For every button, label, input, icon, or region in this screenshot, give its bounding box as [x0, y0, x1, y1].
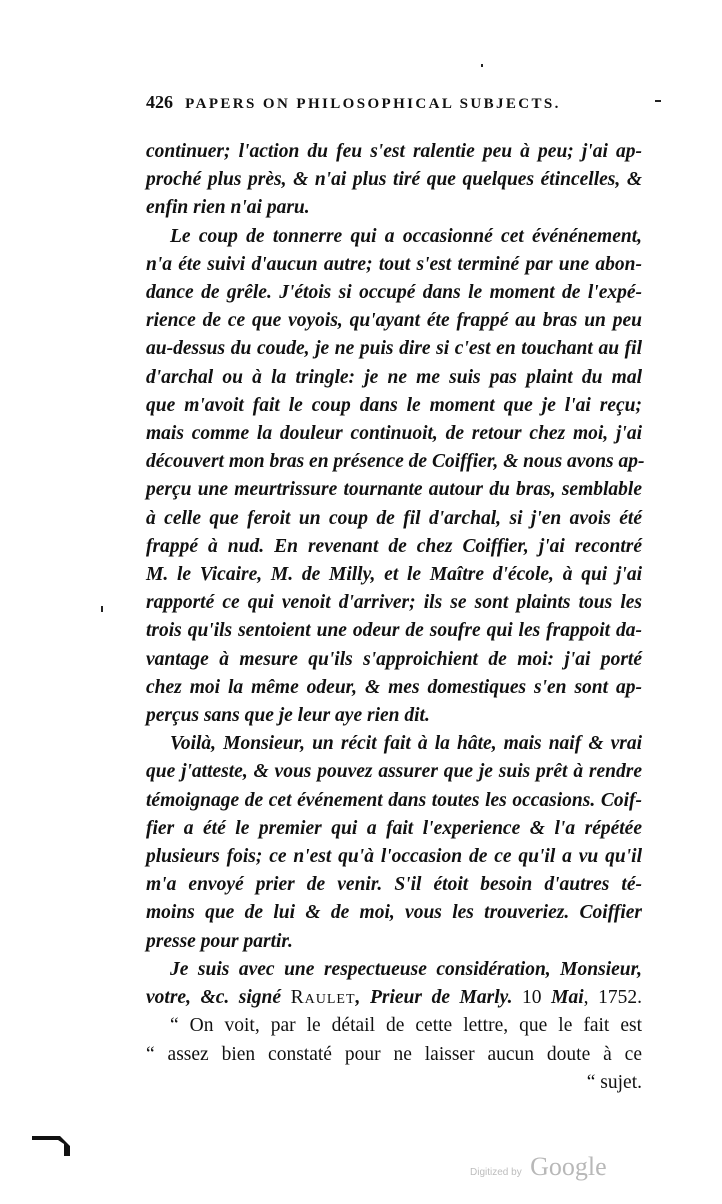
text-line [146, 1012, 642, 1040]
text-line [146, 561, 642, 589]
page-number: 426 [146, 92, 173, 112]
text-run: rience de ce que voyois, qu'ayant éte frappé au bras un peu [146, 310, 642, 332]
text-line [146, 758, 642, 786]
text-run: plusieurs fois; ce n'est qu'à l'occasion de ce qu'il a vu qu'il [146, 846, 642, 868]
text-line [146, 448, 645, 476]
text-line [146, 364, 642, 392]
text-line [146, 420, 642, 448]
text-line [146, 1041, 642, 1069]
text-run: m'a envoyé prier de venir. S'il étoit besoin d'autres té- [146, 874, 642, 896]
text-run: au-dessus du coude, je ne puis dire si c'est en touchant au fil [146, 338, 642, 360]
text-run: enfin rien n'ai paru. [146, 197, 310, 219]
text-run: Voilà, Monsieur, un récit fait à la hâte, mais naif & vrai [170, 733, 642, 755]
text-line [146, 279, 642, 307]
text-line [146, 702, 642, 730]
text-run: n'a éte suivi d'aucun autre; tout s'est terminé par une abon- [146, 253, 642, 275]
text-line [146, 871, 642, 899]
text-run: rapporté ce qui venoit d'arriver; ils se sont plaints tous les [146, 592, 642, 614]
running-header [146, 92, 646, 113]
text-run: vantage à mesure qu'ils s'approichient de moi: j'ai porté [146, 648, 642, 670]
text-run: presse pour partir. [146, 930, 293, 952]
text-run: découvert mon bras en présence de Coiffier, & nous avons ap- [146, 451, 645, 473]
text-line [146, 815, 642, 843]
google-logo: Google [530, 1152, 607, 1181]
text-line [146, 928, 642, 956]
text-run: chez moi la même odeur, & mes domestiques s'en sont ap- [146, 676, 642, 698]
watermark-prefix: Digitized by [470, 1167, 522, 1178]
text-run: 10 [522, 987, 552, 1009]
text-run: “ sujet. [586, 1071, 642, 1093]
text-line [146, 589, 642, 617]
text-run: M. le Vicaire, M. de Milly, et le Maître d'école, à qui j'ai [146, 564, 642, 586]
margin-mark [655, 100, 661, 102]
text-run: “ assez bien constaté pour ne laisser aucun doute à ce [146, 1043, 642, 1065]
text-line [146, 899, 642, 927]
text-run: moins que de lui & de moi, vous les trouveriez. Coiffier [146, 902, 642, 924]
text-run: trois qu'ils sentoient une odeur de soufre qui les frappoit da- [146, 620, 642, 642]
text-run: perçus sans que je leur aye rien dit. [146, 705, 430, 727]
text-line [146, 956, 642, 984]
text-run: dance de grêle. J'étois si occupé dans le moment de l'expé- [146, 282, 642, 304]
text-run: Le coup de tonnerre qui a occasionné cet événénement, [170, 225, 642, 247]
text-line [146, 984, 642, 1012]
running-title: PAPERS ON PHILOSOPHICAL SUBJECTS. [185, 96, 561, 112]
text-line [146, 476, 642, 504]
text-run: frappé à nud. En revenant de chez Coiffier, j'ai recontré [146, 535, 642, 557]
text-line [146, 674, 642, 702]
hook-arrow-mark [30, 1130, 74, 1160]
text-run: fier a été le premier qui a fait l'experience & l'a répétée [146, 817, 642, 839]
text-run: Raulet [290, 987, 356, 1009]
text-line [146, 505, 642, 533]
text-line [146, 138, 642, 166]
digitized-watermark [470, 1152, 607, 1182]
text-line [146, 617, 642, 645]
text-run: Mai [551, 987, 584, 1009]
text-run: que m'avoit fait le coup dans le moment que je l'ai reçu; [146, 394, 642, 416]
text-line [146, 307, 642, 335]
text-run: à celle que feroit un coup de fil d'archal, si j'en avois été [146, 507, 642, 529]
text-line [146, 787, 642, 815]
text-line [146, 1069, 642, 1097]
text-run: “ On voit, par le détail de cette lettre, que le fait est [170, 1015, 642, 1037]
text-run: Je suis avec une respectueuse considération, Monsieur, [170, 958, 642, 980]
text-run: témoignage de cet événement dans toutes les occasions. Coif- [146, 789, 642, 811]
margin-mark [481, 64, 483, 67]
text-line [146, 166, 642, 194]
text-line [146, 392, 642, 420]
text-line [146, 223, 642, 251]
text-line [146, 730, 642, 758]
text-run: , Prieur de Marly. [355, 987, 523, 1009]
text-run: d'archal ou à la tringle: je ne me suis pas plaint du mal [146, 366, 642, 388]
text-line [146, 646, 642, 674]
text-line [146, 843, 642, 871]
text-line [146, 533, 642, 561]
text-run: perçu une meurtrissure tournante autour du bras, semblable [146, 479, 642, 501]
text-line [146, 194, 642, 222]
text-run: votre, &c. signé [146, 987, 291, 1009]
text-run: , 1752. [583, 987, 642, 1009]
text-run: proché plus près, & n'ai plus tiré que quelques étincelles, & [146, 169, 642, 191]
text-line [146, 335, 642, 363]
text-run: continuer; l'action du feu s'est ralentie peu à peu; j'ai ap- [146, 141, 642, 162]
text-run: que j'atteste, & vous pouvez assurer que je suis prêt à rendre [146, 761, 642, 783]
text-run: mais comme la douleur continuoit, de retour chez moi, j'ai [146, 423, 642, 445]
text-line [146, 251, 642, 279]
margin-mark [101, 606, 103, 612]
body-text [146, 138, 645, 1097]
